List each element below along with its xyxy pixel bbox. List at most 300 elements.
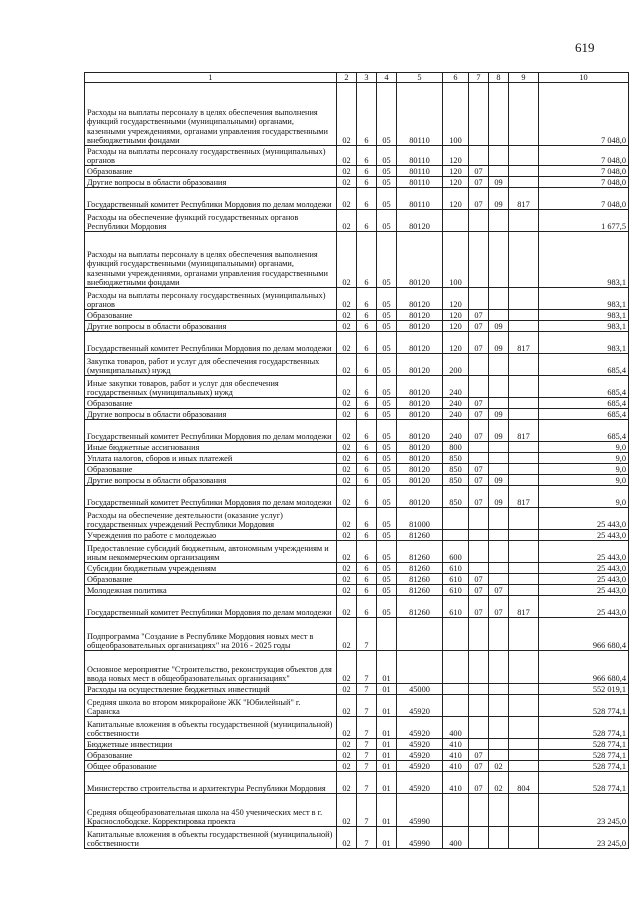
table-row bbox=[85, 596, 629, 618]
code-expense-type: 240 bbox=[443, 376, 469, 398]
code-section: 07 bbox=[469, 464, 489, 475]
row-description: Субсидии бюджетным учреждениям bbox=[85, 563, 337, 574]
code-ppp: 02 bbox=[337, 398, 357, 409]
code-subprogram: 6 bbox=[357, 288, 377, 310]
header-cell: 2 bbox=[337, 73, 357, 83]
code-section: 07 bbox=[469, 177, 489, 188]
table-row bbox=[85, 420, 629, 442]
code-subprogram: 6 bbox=[357, 442, 377, 453]
code-ppp: 02 bbox=[337, 585, 357, 596]
code-subsection: 07 bbox=[489, 596, 509, 618]
code-section bbox=[469, 618, 489, 651]
row-amount: 685,4 bbox=[539, 420, 629, 442]
code-ministry bbox=[509, 442, 539, 453]
code-ppp: 02 bbox=[337, 530, 357, 541]
code-ministry bbox=[509, 618, 539, 651]
code-ppp: 02 bbox=[337, 166, 357, 177]
row-description: Закупка товаров, работ и услуг для обеспечения государственных (муниципальных) нужд bbox=[85, 354, 337, 376]
code-section: 07 bbox=[469, 596, 489, 618]
code-subprogram: 6 bbox=[357, 321, 377, 332]
code-subprogram: 7 bbox=[357, 717, 377, 739]
code-subsection bbox=[489, 618, 509, 651]
code-subsection bbox=[489, 717, 509, 739]
row-description: Расходы на выплаты персоналу в целях обеспечения выполнения функций государственными (муниципальными) органами, казенными учреждениями, органами управления государственными внебюджетными фондами bbox=[85, 83, 337, 146]
code-subsection bbox=[489, 464, 509, 475]
code-ppp: 02 bbox=[337, 442, 357, 453]
code-ministry: 817 bbox=[509, 420, 539, 442]
header-cell: 9 bbox=[509, 73, 539, 83]
code-expense-type: 610 bbox=[443, 574, 469, 585]
code-expense-type: 120 bbox=[443, 166, 469, 177]
row-description: Предоставление субсидий бюджетным, автономным учреждениям и иным некоммерческим организациям bbox=[85, 541, 337, 563]
code-subprogram: 6 bbox=[357, 376, 377, 398]
code-direction: 80120 bbox=[397, 288, 443, 310]
code-event: 05 bbox=[377, 321, 397, 332]
code-event: 05 bbox=[377, 475, 397, 486]
code-ministry bbox=[509, 83, 539, 146]
row-amount: 966 680,4 bbox=[539, 651, 629, 684]
code-direction bbox=[397, 618, 443, 651]
row-amount: 25 443,0 bbox=[539, 541, 629, 563]
code-ministry bbox=[509, 453, 539, 464]
code-ppp: 02 bbox=[337, 574, 357, 585]
code-subsection bbox=[489, 210, 509, 232]
code-subsection bbox=[489, 827, 509, 849]
code-expense-type: 850 bbox=[443, 453, 469, 464]
table-row bbox=[85, 166, 629, 177]
code-section bbox=[469, 530, 489, 541]
code-ministry bbox=[509, 563, 539, 574]
code-subprogram: 7 bbox=[357, 684, 377, 695]
code-subprogram: 6 bbox=[357, 508, 377, 530]
table-row bbox=[85, 453, 629, 464]
code-ppp: 02 bbox=[337, 761, 357, 772]
table-row bbox=[85, 409, 629, 420]
code-ppp: 02 bbox=[337, 310, 357, 321]
code-ministry bbox=[509, 508, 539, 530]
code-event: 05 bbox=[377, 596, 397, 618]
code-expense-type: 120 bbox=[443, 188, 469, 210]
code-subprogram: 6 bbox=[357, 409, 377, 420]
code-ministry bbox=[509, 695, 539, 717]
code-direction: 80120 bbox=[397, 475, 443, 486]
code-subsection bbox=[489, 310, 509, 321]
code-ppp: 02 bbox=[337, 684, 357, 695]
code-section bbox=[469, 739, 489, 750]
code-event: 05 bbox=[377, 508, 397, 530]
code-event: 05 bbox=[377, 585, 397, 596]
code-ppp: 02 bbox=[337, 354, 357, 376]
row-amount: 23 245,0 bbox=[539, 794, 629, 827]
row-amount: 983,1 bbox=[539, 310, 629, 321]
code-expense-type: 410 bbox=[443, 772, 469, 794]
code-direction: 45920 bbox=[397, 695, 443, 717]
code-expense-type: 120 bbox=[443, 332, 469, 354]
code-subsection: 07 bbox=[489, 585, 509, 596]
code-subsection: 09 bbox=[489, 420, 509, 442]
table-row bbox=[85, 651, 629, 684]
row-description: Молодежная политика bbox=[85, 585, 337, 596]
code-direction: 45990 bbox=[397, 794, 443, 827]
code-section bbox=[469, 794, 489, 827]
code-subsection bbox=[489, 695, 509, 717]
code-section: 07 bbox=[469, 761, 489, 772]
code-subprogram: 6 bbox=[357, 166, 377, 177]
table-row bbox=[85, 188, 629, 210]
code-event: 05 bbox=[377, 486, 397, 508]
code-section: 07 bbox=[469, 332, 489, 354]
table-row bbox=[85, 794, 629, 827]
row-description: Учреждения по работе с молодежью bbox=[85, 530, 337, 541]
code-subprogram: 6 bbox=[357, 453, 377, 464]
code-subsection bbox=[489, 442, 509, 453]
code-ministry: 817 bbox=[509, 486, 539, 508]
header-cell: 10 bbox=[539, 73, 629, 83]
code-event: 05 bbox=[377, 442, 397, 453]
code-ppp: 02 bbox=[337, 739, 357, 750]
code-event: 01 bbox=[377, 739, 397, 750]
row-amount: 983,1 bbox=[539, 321, 629, 332]
row-amount: 528 774,1 bbox=[539, 717, 629, 739]
code-subprogram: 6 bbox=[357, 486, 377, 508]
table-row bbox=[85, 574, 629, 585]
code-ministry bbox=[509, 210, 539, 232]
row-description: Государственный комитет Республики Мордовия по делам молодежи bbox=[85, 188, 337, 210]
code-ppp: 02 bbox=[337, 177, 357, 188]
code-direction: 80110 bbox=[397, 177, 443, 188]
code-subsection bbox=[489, 739, 509, 750]
code-direction: 80120 bbox=[397, 210, 443, 232]
code-ppp: 02 bbox=[337, 376, 357, 398]
code-ministry bbox=[509, 585, 539, 596]
code-direction: 80110 bbox=[397, 188, 443, 210]
code-section bbox=[469, 442, 489, 453]
code-direction: 81260 bbox=[397, 541, 443, 563]
code-ministry bbox=[509, 530, 539, 541]
header-cell: 7 bbox=[469, 73, 489, 83]
row-description: Расходы на выплаты персоналу государственных (муниципальных) органов bbox=[85, 288, 337, 310]
table-row bbox=[85, 398, 629, 409]
code-event: 05 bbox=[377, 420, 397, 442]
code-direction: 45920 bbox=[397, 772, 443, 794]
code-subprogram: 7 bbox=[357, 827, 377, 849]
row-description: Образование bbox=[85, 310, 337, 321]
code-expense-type: 240 bbox=[443, 398, 469, 409]
code-expense-type: 100 bbox=[443, 232, 469, 288]
code-event: 05 bbox=[377, 210, 397, 232]
code-ministry bbox=[509, 321, 539, 332]
code-event: 05 bbox=[377, 376, 397, 398]
code-expense-type: 120 bbox=[443, 321, 469, 332]
code-section: 07 bbox=[469, 398, 489, 409]
code-section bbox=[469, 695, 489, 717]
row-amount: 528 774,1 bbox=[539, 761, 629, 772]
code-event: 05 bbox=[377, 166, 397, 177]
code-direction: 81260 bbox=[397, 585, 443, 596]
row-description: Образование bbox=[85, 398, 337, 409]
code-subprogram: 6 bbox=[357, 541, 377, 563]
code-section bbox=[469, 354, 489, 376]
code-subprogram: 6 bbox=[357, 464, 377, 475]
code-expense-type: 610 bbox=[443, 585, 469, 596]
code-subprogram: 6 bbox=[357, 574, 377, 585]
code-direction: 80120 bbox=[397, 409, 443, 420]
row-amount: 983,1 bbox=[539, 332, 629, 354]
code-ministry bbox=[509, 288, 539, 310]
code-subsection bbox=[489, 453, 509, 464]
code-ministry: 804 bbox=[509, 772, 539, 794]
code-ministry bbox=[509, 684, 539, 695]
code-direction: 45990 bbox=[397, 827, 443, 849]
code-ppp: 02 bbox=[337, 750, 357, 761]
code-expense-type: 120 bbox=[443, 177, 469, 188]
row-amount: 7 048,0 bbox=[539, 146, 629, 166]
code-subprogram: 6 bbox=[357, 420, 377, 442]
code-direction: 80120 bbox=[397, 232, 443, 288]
row-description: Государственный комитет Республики Мордовия по делам молодежи bbox=[85, 486, 337, 508]
code-section: 07 bbox=[469, 310, 489, 321]
code-ministry bbox=[509, 354, 539, 376]
code-direction: 81260 bbox=[397, 596, 443, 618]
code-event: 01 bbox=[377, 750, 397, 761]
code-expense-type: 400 bbox=[443, 717, 469, 739]
code-direction: 80120 bbox=[397, 321, 443, 332]
code-expense-type: 410 bbox=[443, 750, 469, 761]
code-direction bbox=[397, 651, 443, 684]
table-row bbox=[85, 464, 629, 475]
code-event: 05 bbox=[377, 530, 397, 541]
code-event: 01 bbox=[377, 794, 397, 827]
code-direction: 45920 bbox=[397, 717, 443, 739]
table-row bbox=[85, 442, 629, 453]
row-amount: 23 245,0 bbox=[539, 827, 629, 849]
code-ppp: 02 bbox=[337, 321, 357, 332]
row-amount: 966 680,4 bbox=[539, 618, 629, 651]
row-description: Капитальные вложения в объекты государственной (муниципальной) собственности bbox=[85, 827, 337, 849]
code-ministry bbox=[509, 146, 539, 166]
code-expense-type bbox=[443, 651, 469, 684]
row-amount: 7 048,0 bbox=[539, 166, 629, 177]
row-amount: 528 774,1 bbox=[539, 772, 629, 794]
code-event: 05 bbox=[377, 332, 397, 354]
code-ministry bbox=[509, 761, 539, 772]
code-ppp: 02 bbox=[337, 596, 357, 618]
code-ppp: 02 bbox=[337, 717, 357, 739]
code-subsection: 09 bbox=[489, 475, 509, 486]
row-amount: 25 443,0 bbox=[539, 596, 629, 618]
code-subsection bbox=[489, 398, 509, 409]
row-amount: 7 048,0 bbox=[539, 188, 629, 210]
code-expense-type: 610 bbox=[443, 563, 469, 574]
row-description: Расходы на обеспечение деятельности (оказание услуг) государственных учреждений Республики Мордовия bbox=[85, 508, 337, 530]
code-section bbox=[469, 453, 489, 464]
code-event: 05 bbox=[377, 563, 397, 574]
code-section bbox=[469, 146, 489, 166]
row-description: Государственный комитет Республики Мордовия по делам молодежи bbox=[85, 420, 337, 442]
code-direction: 80120 bbox=[397, 310, 443, 321]
code-event: 05 bbox=[377, 574, 397, 585]
code-subsection bbox=[489, 288, 509, 310]
code-event: 05 bbox=[377, 310, 397, 321]
code-ppp: 02 bbox=[337, 332, 357, 354]
table-row bbox=[85, 772, 629, 794]
code-expense-type: 120 bbox=[443, 310, 469, 321]
code-direction: 45920 bbox=[397, 739, 443, 750]
row-description: Подпрограмма "Создание в Республике Мордовия новых мест в общеобразовательных организациях" на 2016 - 2025 годы bbox=[85, 618, 337, 651]
code-section: 07 bbox=[469, 475, 489, 486]
code-subsection bbox=[489, 794, 509, 827]
code-event: 05 bbox=[377, 541, 397, 563]
code-event: 05 bbox=[377, 354, 397, 376]
code-expense-type bbox=[443, 508, 469, 530]
code-subprogram: 6 bbox=[357, 332, 377, 354]
row-description: Основное мероприятие "Строительство, реконструкция объектов для ввода новых мест в общеобразовательных организациях" bbox=[85, 651, 337, 684]
table-row bbox=[85, 750, 629, 761]
code-direction: 80110 bbox=[397, 146, 443, 166]
code-expense-type: 200 bbox=[443, 354, 469, 376]
code-subprogram: 6 bbox=[357, 177, 377, 188]
code-subprogram: 7 bbox=[357, 750, 377, 761]
code-ppp: 02 bbox=[337, 420, 357, 442]
row-description: Государственный комитет Республики Мордовия по делам молодежи bbox=[85, 596, 337, 618]
page-number: 619 bbox=[575, 40, 595, 55]
code-ministry bbox=[509, 827, 539, 849]
code-event: 05 bbox=[377, 464, 397, 475]
table-row bbox=[85, 739, 629, 750]
code-expense-type: 410 bbox=[443, 761, 469, 772]
code-section bbox=[469, 288, 489, 310]
row-description: Государственный комитет Республики Мордовия по делам молодежи bbox=[85, 332, 337, 354]
code-ppp: 02 bbox=[337, 83, 357, 146]
row-amount: 528 774,1 bbox=[539, 739, 629, 750]
header-cell: 1 bbox=[85, 73, 337, 83]
code-direction: 81260 bbox=[397, 563, 443, 574]
code-event: 01 bbox=[377, 772, 397, 794]
table-row bbox=[85, 475, 629, 486]
code-section: 07 bbox=[469, 750, 489, 761]
table-row bbox=[85, 210, 629, 232]
code-direction: 80120 bbox=[397, 354, 443, 376]
code-subprogram: 7 bbox=[357, 761, 377, 772]
row-description: Другие вопросы в области образования bbox=[85, 177, 337, 188]
code-ministry bbox=[509, 739, 539, 750]
code-ministry bbox=[509, 717, 539, 739]
code-event: 05 bbox=[377, 232, 397, 288]
code-direction: 45000 bbox=[397, 684, 443, 695]
code-subsection: 09 bbox=[489, 409, 509, 420]
row-amount: 25 443,0 bbox=[539, 574, 629, 585]
code-subsection: 09 bbox=[489, 486, 509, 508]
code-direction: 80120 bbox=[397, 420, 443, 442]
code-ministry bbox=[509, 398, 539, 409]
code-expense-type bbox=[443, 684, 469, 695]
code-direction: 80110 bbox=[397, 166, 443, 177]
code-section bbox=[469, 376, 489, 398]
code-subprogram: 6 bbox=[357, 188, 377, 210]
code-event: 05 bbox=[377, 288, 397, 310]
table-row bbox=[85, 232, 629, 288]
code-event: 01 bbox=[377, 717, 397, 739]
code-expense-type bbox=[443, 530, 469, 541]
code-event: 05 bbox=[377, 83, 397, 146]
code-subsection bbox=[489, 354, 509, 376]
code-ppp: 02 bbox=[337, 486, 357, 508]
code-subprogram: 7 bbox=[357, 618, 377, 651]
row-amount: 9,0 bbox=[539, 464, 629, 475]
code-section bbox=[469, 563, 489, 574]
row-description: Образование bbox=[85, 166, 337, 177]
code-ppp: 02 bbox=[337, 541, 357, 563]
code-direction: 80120 bbox=[397, 486, 443, 508]
row-description: Образование bbox=[85, 464, 337, 475]
header-cell: 3 bbox=[357, 73, 377, 83]
code-section bbox=[469, 210, 489, 232]
code-subsection bbox=[489, 83, 509, 146]
code-expense-type: 120 bbox=[443, 288, 469, 310]
row-description: Расходы на осуществление бюджетных инвестиций bbox=[85, 684, 337, 695]
code-expense-type: 400 bbox=[443, 827, 469, 849]
code-ppp: 02 bbox=[337, 288, 357, 310]
code-ministry: 817 bbox=[509, 596, 539, 618]
row-amount: 7 048,0 bbox=[539, 83, 629, 146]
table-row bbox=[85, 376, 629, 398]
row-amount: 25 443,0 bbox=[539, 585, 629, 596]
code-event: 01 bbox=[377, 695, 397, 717]
code-subprogram: 6 bbox=[357, 475, 377, 486]
code-subsection bbox=[489, 530, 509, 541]
header-cell: 6 bbox=[443, 73, 469, 83]
code-ministry bbox=[509, 541, 539, 563]
code-ministry: 817 bbox=[509, 332, 539, 354]
code-expense-type: 240 bbox=[443, 420, 469, 442]
table-row bbox=[85, 761, 629, 772]
row-description: Капитальные вложения в объекты государственной (муниципальной) собственности bbox=[85, 717, 337, 739]
code-ministry: 817 bbox=[509, 188, 539, 210]
code-direction: 81000 bbox=[397, 508, 443, 530]
code-ministry bbox=[509, 794, 539, 827]
code-event: 05 bbox=[377, 188, 397, 210]
code-ppp: 02 bbox=[337, 827, 357, 849]
code-expense-type: 600 bbox=[443, 541, 469, 563]
code-section: 07 bbox=[469, 409, 489, 420]
code-subprogram: 7 bbox=[357, 739, 377, 750]
code-event: 05 bbox=[377, 409, 397, 420]
code-subprogram: 7 bbox=[357, 772, 377, 794]
code-expense-type: 610 bbox=[443, 596, 469, 618]
code-subsection bbox=[489, 563, 509, 574]
code-expense-type: 100 bbox=[443, 83, 469, 146]
code-ppp: 02 bbox=[337, 188, 357, 210]
row-amount: 983,1 bbox=[539, 288, 629, 310]
code-ppp: 02 bbox=[337, 772, 357, 794]
row-description: Средняя школа во втором микрорайоне ЖК "Юбилейный" г. Саранска bbox=[85, 695, 337, 717]
code-event: 01 bbox=[377, 827, 397, 849]
header-cell: 5 bbox=[397, 73, 443, 83]
row-description: Расходы на обеспечение функций государственных органов Республики Мордовия bbox=[85, 210, 337, 232]
code-ministry bbox=[509, 750, 539, 761]
code-ppp: 02 bbox=[337, 453, 357, 464]
row-amount: 9,0 bbox=[539, 486, 629, 508]
code-section: 07 bbox=[469, 486, 489, 508]
code-subprogram: 6 bbox=[357, 585, 377, 596]
code-ppp: 02 bbox=[337, 695, 357, 717]
row-amount: 685,4 bbox=[539, 409, 629, 420]
code-subsection bbox=[489, 146, 509, 166]
code-direction: 80120 bbox=[397, 398, 443, 409]
table-row bbox=[85, 486, 629, 508]
code-subprogram: 6 bbox=[357, 210, 377, 232]
code-expense-type: 850 bbox=[443, 475, 469, 486]
